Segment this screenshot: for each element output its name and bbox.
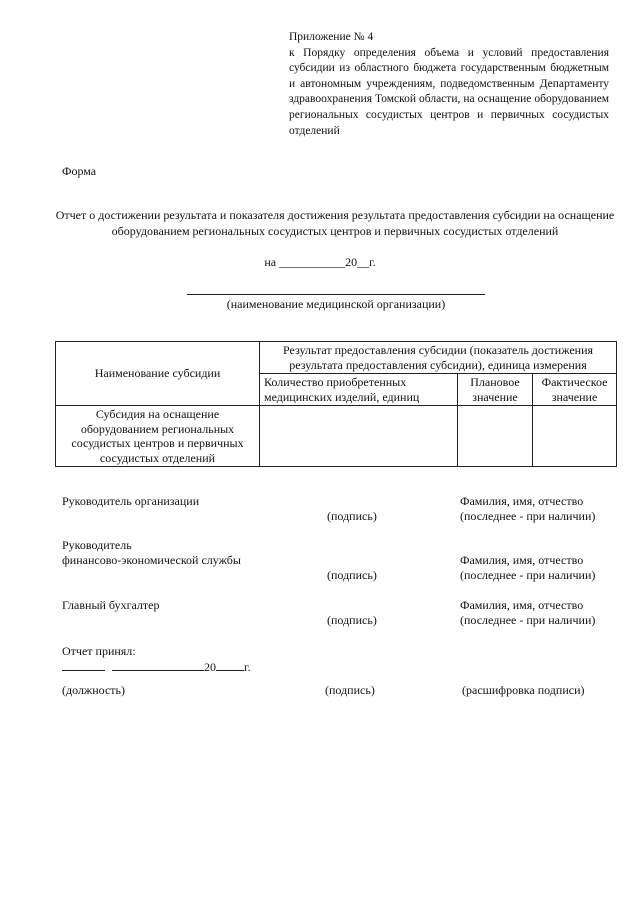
signer-title-head: Руководитель организации (62, 494, 200, 508)
header-subsidy-name: Наименование субсидии (56, 342, 260, 406)
decoding-caption: (расшифровка подписи) (462, 683, 585, 697)
appendix-block (289, 30, 609, 139)
appendix-number: Приложение № 4 (289, 31, 374, 43)
signature-caption: (подпись) (325, 683, 375, 697)
signature-row-head (62, 494, 614, 526)
form-label: Форма (62, 164, 97, 178)
signature-caption: (подпись) (327, 613, 377, 627)
fio-caption: Фамилия, имя, отчество (последнее - при наличии) (460, 553, 596, 582)
appendix-text: к Порядку определения объема и условий предоставления субсидии из областного бюджета государственным бюджетным и автономным учреждениям, подведомственным Департаменту здравоохранения Томской области, на оснащение оборудованием региональных сосудистых центров и первичных сосудистых отделений (289, 46, 609, 137)
signature-caption: (подпись) (327, 509, 377, 523)
report-title: Отчет о достижении результата и показателя достижения результата предоставления субсидии на оснащение оборудованием региональных сосудистых центров и первичных сосудистых отделений (55, 208, 615, 238)
report-table (55, 341, 617, 467)
header-actual: Фактическое значение (533, 374, 617, 406)
fio-caption: Фамилия, имя, отчество (последнее - при наличии) (460, 494, 596, 523)
organization-name-caption: (наименование медицинской организации) (226, 297, 446, 311)
header-quantity: Количество приобретенных медицинских изделий, единиц (260, 374, 458, 406)
signature-row-finance (62, 538, 614, 584)
accepted-name-blank[interactable] (112, 659, 204, 671)
cell-quantity[interactable] (260, 406, 458, 467)
accepted-year-prefix: 20 (204, 660, 216, 674)
table-header-row (56, 342, 617, 374)
header-planned: Плановое значение (458, 374, 533, 406)
fio-caption: Фамилия, имя, отчество (последнее - при наличии) (460, 598, 596, 627)
signature-caption: (подпись) (327, 568, 377, 582)
position-caption: (должность) (62, 683, 125, 697)
organization-name-underline (187, 294, 485, 295)
accepted-position-blank[interactable] (62, 659, 105, 671)
report-accepted-block (62, 643, 251, 675)
report-accepted-fields (62, 659, 251, 675)
report-accepted-label: Отчет принял: (62, 644, 136, 658)
table-row (56, 406, 617, 467)
cell-planned[interactable] (458, 406, 533, 467)
signature-row-accountant (62, 598, 614, 630)
cell-actual[interactable] (533, 406, 617, 467)
signer-title-accountant: Главный бухгалтер (62, 598, 160, 612)
cell-subsidy-name: Субсидия на оснащение оборудованием региональных сосудистых центров и первичных сосудистых отделений (56, 406, 260, 467)
accepted-year-suffix: г. (244, 660, 251, 674)
signer-title-finance: Руководитель финансово-экономической службы (62, 538, 241, 567)
accepted-year-blank[interactable] (216, 659, 244, 671)
organization-name-field (187, 282, 485, 312)
report-date-line: на ___________20__г. (264, 255, 376, 269)
header-result: Результат предоставления субсидии (показатель достижения результата предоставления субсидии), единица измерения (260, 342, 617, 374)
